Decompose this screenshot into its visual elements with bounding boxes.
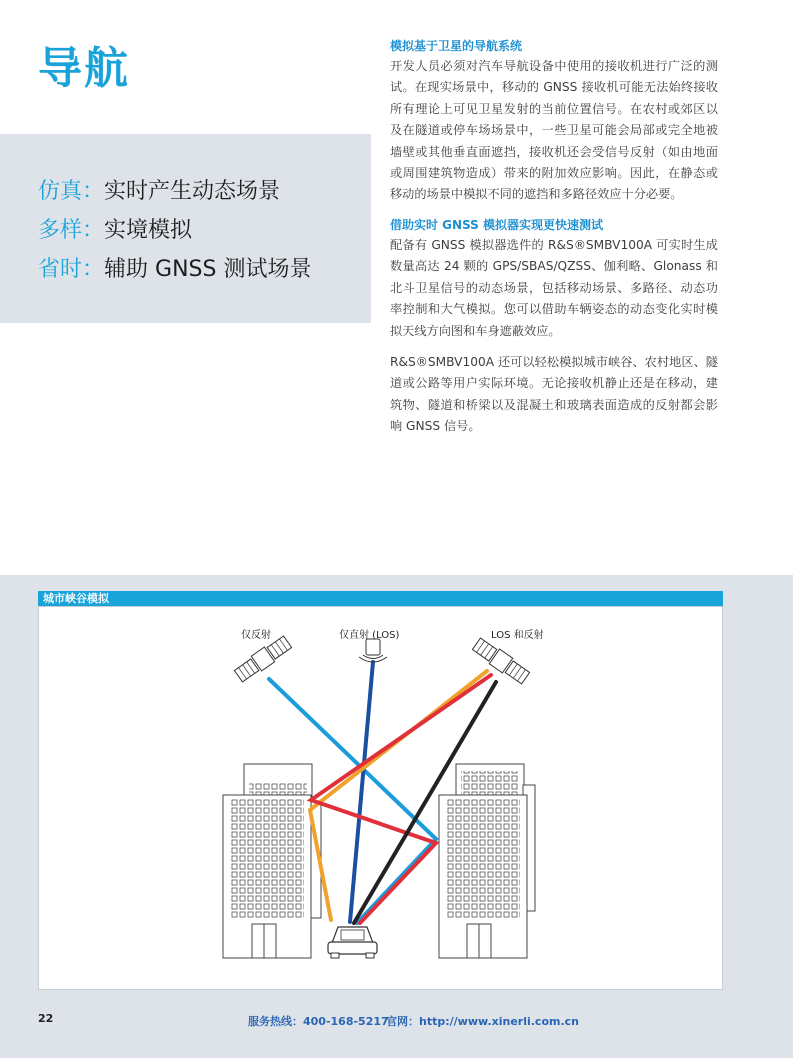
feature-key: 省时	[38, 257, 83, 282]
footer-website: 官网：http://www.xinerli.com.cn	[386, 1015, 579, 1028]
building-left	[223, 764, 321, 958]
label-direct-only: 仅直射 (LOS)	[339, 630, 400, 641]
feature-separator: ：	[82, 257, 105, 282]
urban-canyon-diagram	[39, 607, 724, 991]
section-body: 开发人员必须对汽车导航设备中使用的接收机进行广泛的测试。在现实场景中，移动的 GNSS 接收机可能无法始终接收所有理论上可见卫星发射的当前位置信号。在农村或郊区以及在隧道或停车场场景中，一些卫星可能会局部或完全地被墙壁或其他垂直面遮挡，接收机还会受信号反射（如由地面或周围建筑物造成）带来的附加效应影响。因此，在静态或移动的场景中模拟不同的遮挡和多路径效应十分必要。	[390, 59, 718, 202]
satellite-left-icon	[233, 634, 292, 683]
section-realtime-gnss	[390, 215, 718, 342]
feature-value: 实境模拟	[104, 218, 193, 243]
section-heading: 借助实时 GNSS 模拟器实现更快速测试	[390, 218, 603, 232]
section-heading: 模拟基于卫星的导航系统	[390, 39, 523, 53]
label-reflect-only: 仅反射	[241, 630, 271, 641]
car-receiver-icon	[328, 927, 377, 958]
feature-value: 辅助 GNSS 测试场景	[104, 257, 312, 282]
feature-item-simulation	[38, 174, 280, 205]
building-right	[439, 764, 535, 958]
urban-canyon-figure	[38, 606, 723, 990]
feature-value: 实时产生动态场景	[104, 179, 281, 204]
feature-item-diversity	[38, 213, 192, 244]
page-number: 22	[38, 1012, 54, 1025]
footer-hotline: 服务热线：400-168-5217	[248, 1015, 389, 1028]
satellite-center-icon	[359, 639, 387, 662]
page-title: 导航	[38, 43, 130, 94]
feature-item-timesaving	[38, 252, 311, 283]
feature-separator: ：	[82, 218, 105, 243]
section-body: R&S®SMBV100A 还可以轻松模拟城市峡谷、农村地区、隧道或公路等用户实际环境。无论接收机静止还是在移动，建筑物、隧道和桥梁以及混凝土和玻璃表面造成的反射都会影响 GNSS 信号。	[390, 355, 718, 434]
feature-separator: ：	[82, 179, 105, 204]
feature-key: 多样	[38, 218, 83, 243]
feature-key: 仿真	[38, 179, 83, 204]
signal-path-direct-navy	[350, 662, 373, 922]
section-urban-environment	[390, 352, 718, 438]
section-body: 配备有 GNSS 模拟器选件的 R&S®SMBV100A 可实时生成数量高达 24 颗的 GPS/SBAS/QZSS、伽利略、Glonass 和北斗卫星信号的动态场景，包括移动场景、多路径、动态功率控制和大气模拟。您可以借助车辆姿态的动态变化实时模拟天线方向图和车身遮蔽效应。	[390, 238, 718, 338]
section-satellite-navigation	[390, 36, 718, 206]
figure-header: 城市峡谷模拟	[38, 591, 723, 606]
label-los-and-reflect: LOS 和反射	[491, 630, 544, 641]
